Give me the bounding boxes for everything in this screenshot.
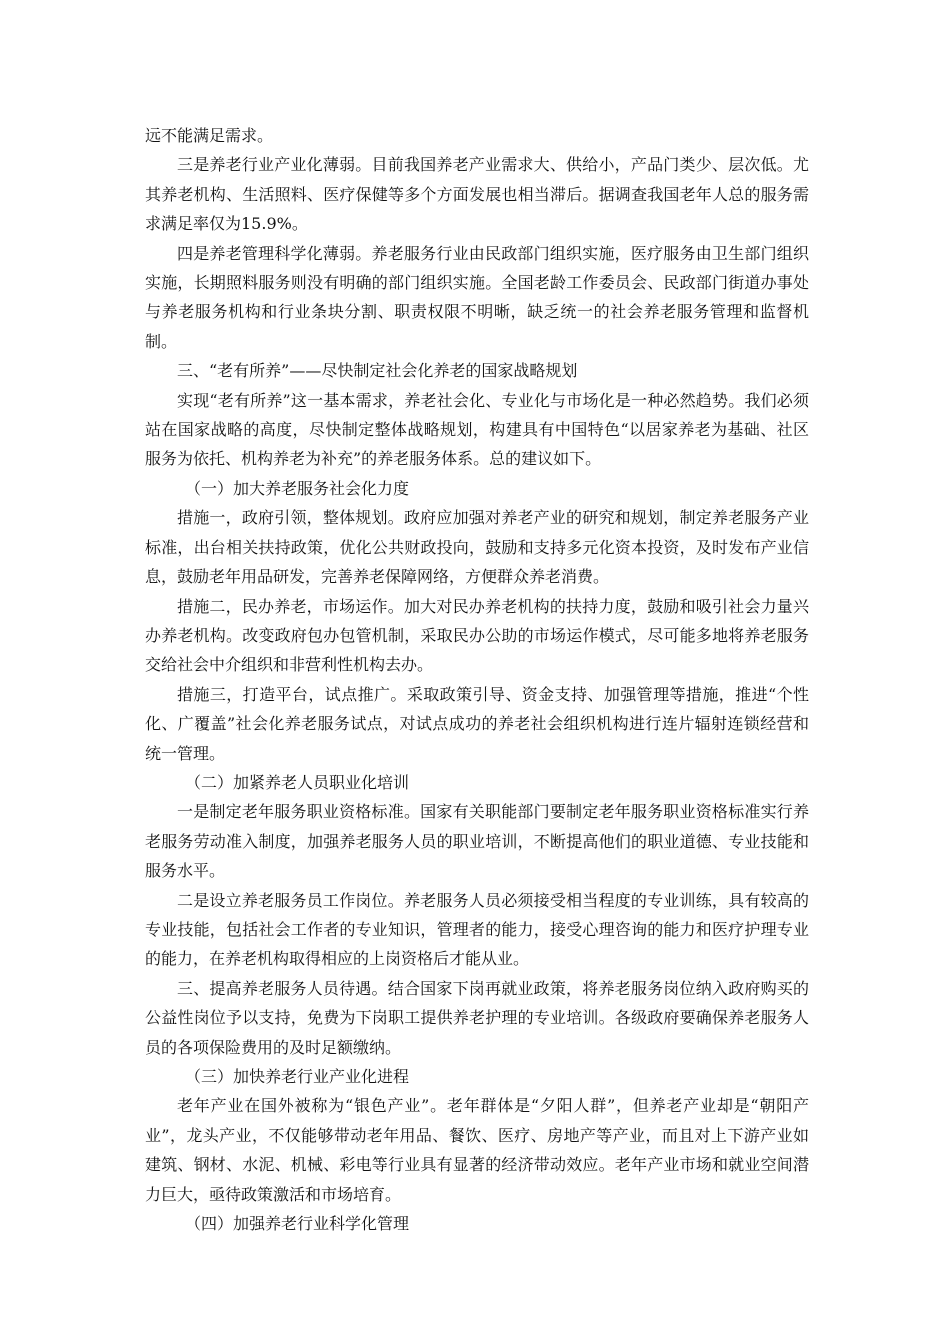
section-heading-3: 三、“老有所养”——尽快制定社会化养老的国家战略规划 <box>177 361 578 381</box>
paragraph-continuation: 远不能满足需求。 <box>145 126 274 145</box>
subheading-1: （一）加大养老服务社会化力度 <box>185 478 410 498</box>
paragraph-industrialization-weak: 三是养老行业产业化薄弱。目前我国养老产业需求大、供给小，产品门类少、层次低。尤其养老机构、生活照料、医疗保健等多个方面发展也相当滞后。据调查我国老年人总的服务需求满足率仅为15.9%。 <box>145 155 809 234</box>
subheading-3: （三）加快养老行业产业化进程 <box>185 1067 410 1086</box>
paragraph-training-1: 一是制定老年服务职业资格标准。国家有关职能部门要制定老年服务职业资格标准实行养老服务劳动准入制度，加强养老服务人员的职业培训，不断提高他们的职业道德、专业技能和服务水平。 <box>145 802 809 881</box>
paragraph-measure-2: 措施二，民办养老，市场运作。加大对民办养老机构的扶持力度，鼓励和吸引社会力量兴办养老机构。改变政府包办包管机制，采取民办公助的市场运作模式，尽可能多地将养老服务交给社会中介组织和非营利性机构去办。 <box>145 596 809 675</box>
paragraph-management-weak: 四是养老管理科学化薄弱。养老服务行业由民政部门组织实施，医疗服务由卫生部门组织实施，长期照料服务则没有明确的部门组织实施。全国老龄工作委员会、民政部门街道办事处与养老服务机构和行业条块分割、职责权限不明晰，缺乏统一的社会养老服务管理和监督机制。 <box>145 243 809 351</box>
paragraph-training-3: 三、提高养老服务人员待遇。结合国家下岗再就业政策，将养老服务岗位纳入政府购买的公益性岗位予以支持，免费为下岗职工提供养老护理的专业培训。各级政府要确保养老服务人员的各项保险费用的及时足额缴纳。 <box>145 978 809 1057</box>
paragraph-measure-3: 措施三，打造平台，试点推广。采取政策引导、资金支持、加强管理等措施，推进“个性化、广覆盖”社会化养老服务试点，对试点成功的养老社会组织机构进行连片辐射连锁经营和统一管理。 <box>145 684 809 763</box>
document-body <box>145 121 809 1238</box>
paragraph-training-2: 二是设立养老服务员工作岗位。养老服务人员必须接受相当程度的专业训练，具有较高的专业技能，包括社会工作者的专业知识，管理者的能力，接受心理咨询的能力和医疗护理专业的能力，在养老机构取得相应的上岗资格后才能从业。 <box>145 890 809 969</box>
paragraph-strategy-intro: 实现“老有所养”这一基本需求，养老社会化、专业化与市场化是一种必然趋势。我们必须站在国家战略的高度，尽快制定整体战略规划，构建具有中国特色“以居家养老为基础、社区服务为依托、机构养老为补充”的养老服务体系。总的建议如下。 <box>145 390 809 469</box>
paragraph-silver-industry: 老年产业在国外被称为“银色产业”。老年群体是“夕阳人群”，但养老产业却是“朝阳产业”，龙头产业，不仅能够带动老年用品、餐饮、医疗、房地产等产业，而且对上下游产业如建筑、钢材、水泥、机械、彩电等行业具有显著的经济带动效应。老年产业市场和就业空间潜力巨大，亟待政策激活和市场培育。 <box>145 1096 809 1204</box>
subheading-2: （二）加紧养老人员职业化培训 <box>185 772 410 792</box>
subheading-4: （四）加强养老行业科学化管理 <box>185 1214 410 1234</box>
paragraph-measure-1: 措施一，政府引领，整体规划。政府应加强对养老产业的研究和规划，制定养老服务产业标准，出台相关扶持政策，优化公共财政投向，鼓励和支持多元化资本投资，及时发布产业信息，鼓励老年用品研发，完善养老保障网络，方便群众养老消费。 <box>145 508 809 587</box>
